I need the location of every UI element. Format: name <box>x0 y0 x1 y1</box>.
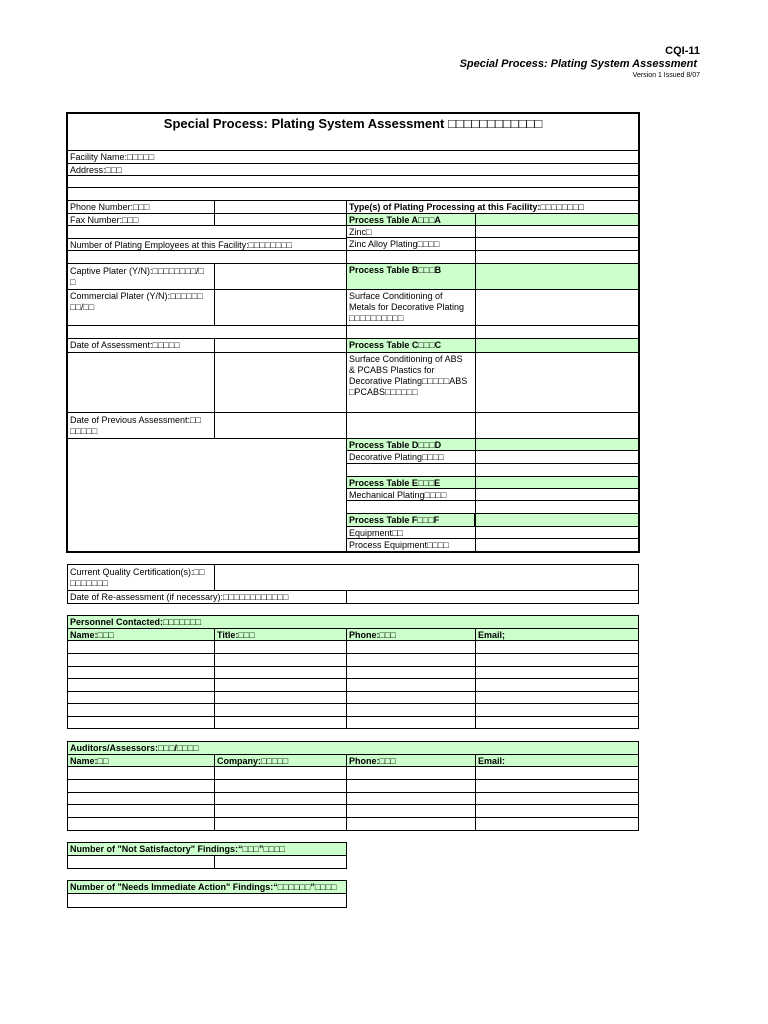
auditors-row-cell <box>214 766 347 780</box>
auditors-row-cell <box>475 766 639 780</box>
personnel-row-cell <box>214 640 347 654</box>
phone-number-label: Phone Number:□□□ <box>67 200 215 214</box>
auditors-col-email: Email: <box>475 754 639 767</box>
not-satisfactory-findings-value <box>67 855 215 869</box>
current-quality-certification-value <box>214 564 639 591</box>
date-of-previous-assessment-value <box>214 412 347 439</box>
personnel-heading: Personnel Contacted:□□□□□□□ <box>67 615 639 629</box>
commercial-plater-label: Commercial Plater (Y/N):□□□□□□ □□/□□ <box>67 289 215 326</box>
auditors-row-cell <box>67 804 215 818</box>
zinc-label: Zinc□ <box>346 225 476 238</box>
surface-conditioning-abs-label: Surface Conditioning of ABS & PCABS Plastics for Decorative Plating□□□□□ABS □PCABS□□□□□□ <box>346 352 476 413</box>
process-table-f-label: Process Table F□□□F <box>346 513 476 527</box>
process-table-e-label: Process Table E□□□E <box>346 476 476 489</box>
decorative-plating-label: Decorative Plating□□□□ <box>346 450 476 464</box>
process-table-c-label: Process Table C□□□C <box>346 338 476 353</box>
process-table-d-label: Process Table D□□□D <box>346 438 476 451</box>
personnel-row-cell <box>475 640 639 654</box>
date-of-assessment-value <box>214 338 347 353</box>
blank-cell <box>346 325 476 339</box>
facility-name-label: Facility Name:□□□□□ <box>67 150 639 164</box>
personnel-row-cell <box>346 703 476 717</box>
personnel-row-cell <box>67 703 215 717</box>
blank-cell <box>67 352 215 413</box>
process-table-a-label: Process Table A□□□A <box>346 213 476 226</box>
personnel-row-cell <box>346 640 476 654</box>
blank-cell <box>346 500 476 514</box>
personnel-row-cell <box>214 703 347 717</box>
blank-cell <box>346 250 476 264</box>
zinc-alloy-label: Zinc Alloy Plating□□□□ <box>346 237 476 251</box>
reassessment-date-label: Date of Re-assessment (if necessary):□□□□□□□□□□□□ <box>67 590 347 604</box>
address-label: Address:□□□ <box>67 163 639 176</box>
blank-cell <box>475 500 639 514</box>
equipment-label: Equipment□□ <box>346 526 476 539</box>
personnel-row-cell <box>346 678 476 692</box>
personnel-row-cell <box>67 678 215 692</box>
process-table-b-value <box>475 263 639 290</box>
blank-cell <box>475 250 639 264</box>
not-satisfactory-findings-extra <box>214 855 347 869</box>
doc-version: Version 1 Issued 8/07 <box>632 72 700 79</box>
blank-cell <box>67 225 347 239</box>
auditors-col-company: Company:□□□□□ <box>214 754 347 767</box>
personnel-row-cell <box>67 716 215 729</box>
auditors-row-cell <box>67 779 215 793</box>
phone-number-value <box>214 200 347 214</box>
blank-cell <box>67 250 347 264</box>
auditors-row-cell <box>214 779 347 793</box>
auditors-row-cell <box>214 817 347 831</box>
auditors-row-cell <box>346 779 476 793</box>
personnel-row-cell <box>346 653 476 667</box>
auditors-col-phone: Phone:□□□ <box>346 754 476 767</box>
auditors-row-cell <box>346 804 476 818</box>
blank-cell <box>475 463 639 477</box>
captive-plater-value <box>214 263 347 290</box>
auditors-row-cell <box>67 817 215 831</box>
personnel-row-cell <box>475 678 639 692</box>
surface-conditioning-abs-value <box>475 352 639 413</box>
process-equipment-value <box>475 538 639 552</box>
auditors-row-cell <box>475 779 639 793</box>
personnel-col-email: Email; <box>475 628 639 641</box>
current-quality-certification-label: Current Quality Certification(s):□□ □□□□□□□ <box>67 564 215 591</box>
not-satisfactory-findings-label: Number of "Not Satisfactory" Findings:“□□□”□□□□ <box>67 842 347 856</box>
decorative-plating-value <box>475 450 639 464</box>
doc-title: Special Process: Plating System Assessment <box>459 58 697 70</box>
surface-conditioning-metals-value <box>475 289 639 326</box>
process-table-c-value <box>475 338 639 353</box>
form-title: Special Process: Plating System Assessment □□□□□□□□□□□□ <box>67 113 639 151</box>
zinc-alloy-value <box>475 237 639 251</box>
personnel-col-name: Name:□□□ <box>67 628 215 641</box>
personnel-row-cell <box>214 716 347 729</box>
blank-cell <box>346 412 476 439</box>
blank-row <box>67 187 639 201</box>
personnel-row-cell <box>67 640 215 654</box>
needs-immediate-action-findings-value <box>67 893 347 908</box>
process-table-b-label: Process Table B□□□B <box>346 263 476 290</box>
auditors-row-cell <box>475 804 639 818</box>
date-of-previous-assessment-label: Date of Previous Assessment:□□ □□□□□ <box>67 412 215 439</box>
personnel-row-cell <box>475 703 639 717</box>
blank-area <box>67 438 347 552</box>
personnel-row-cell <box>475 653 639 667</box>
doc-code: CQI-11 <box>665 45 700 57</box>
blank-cell <box>475 325 639 339</box>
reassessment-date-value <box>346 590 639 604</box>
auditors-row-cell <box>67 766 215 780</box>
fax-number-label: Fax Number:□□□ <box>67 213 215 226</box>
captive-plater-label: Captive Plater (Y/N):□□□□□□□□/□ □ <box>67 263 215 290</box>
surface-conditioning-metals-label: Surface Conditioning of Metals for Decorative Plating □□□□□□□□□□ <box>346 289 476 326</box>
auditors-row-cell <box>475 817 639 831</box>
auditors-col-name: Name:□□ <box>67 754 215 767</box>
auditors-heading: Auditors/Assessors:□□□/□□□□ <box>67 741 639 755</box>
plating-employees-label: Number of Plating Employees at this Facility:□□□□□□□□ <box>67 238 347 251</box>
process-table-f-value <box>475 513 639 527</box>
personnel-row-cell <box>214 678 347 692</box>
personnel-col-title: Title:□□□ <box>214 628 347 641</box>
plating-types-heading: Type(s) of Plating Processing at this Facility:□□□□□□□□ <box>346 200 639 214</box>
needs-immediate-action-findings-label: Number of "Needs Immediate Action" Findings:“□□□□□□”□□□□ <box>67 880 347 894</box>
personnel-row-cell <box>67 653 215 667</box>
auditors-row-cell <box>346 766 476 780</box>
blank-cell <box>214 352 347 413</box>
personnel-row-cell <box>475 716 639 729</box>
auditors-row-cell <box>346 817 476 831</box>
commercial-plater-value <box>214 289 347 326</box>
auditors-row-cell <box>214 804 347 818</box>
blank-cell <box>67 325 347 339</box>
personnel-row-cell <box>214 653 347 667</box>
date-of-assessment-label: Date of Assessment:□□□□□ <box>67 338 215 353</box>
personnel-row-cell <box>346 716 476 729</box>
personnel-col-phone: Phone:□□□ <box>346 628 476 641</box>
blank-cell <box>475 412 639 439</box>
mechanical-plating-label: Mechanical Plating□□□□ <box>346 488 476 501</box>
blank-cell <box>346 463 476 477</box>
process-equipment-label: Process Equipment□□□□ <box>346 538 476 552</box>
